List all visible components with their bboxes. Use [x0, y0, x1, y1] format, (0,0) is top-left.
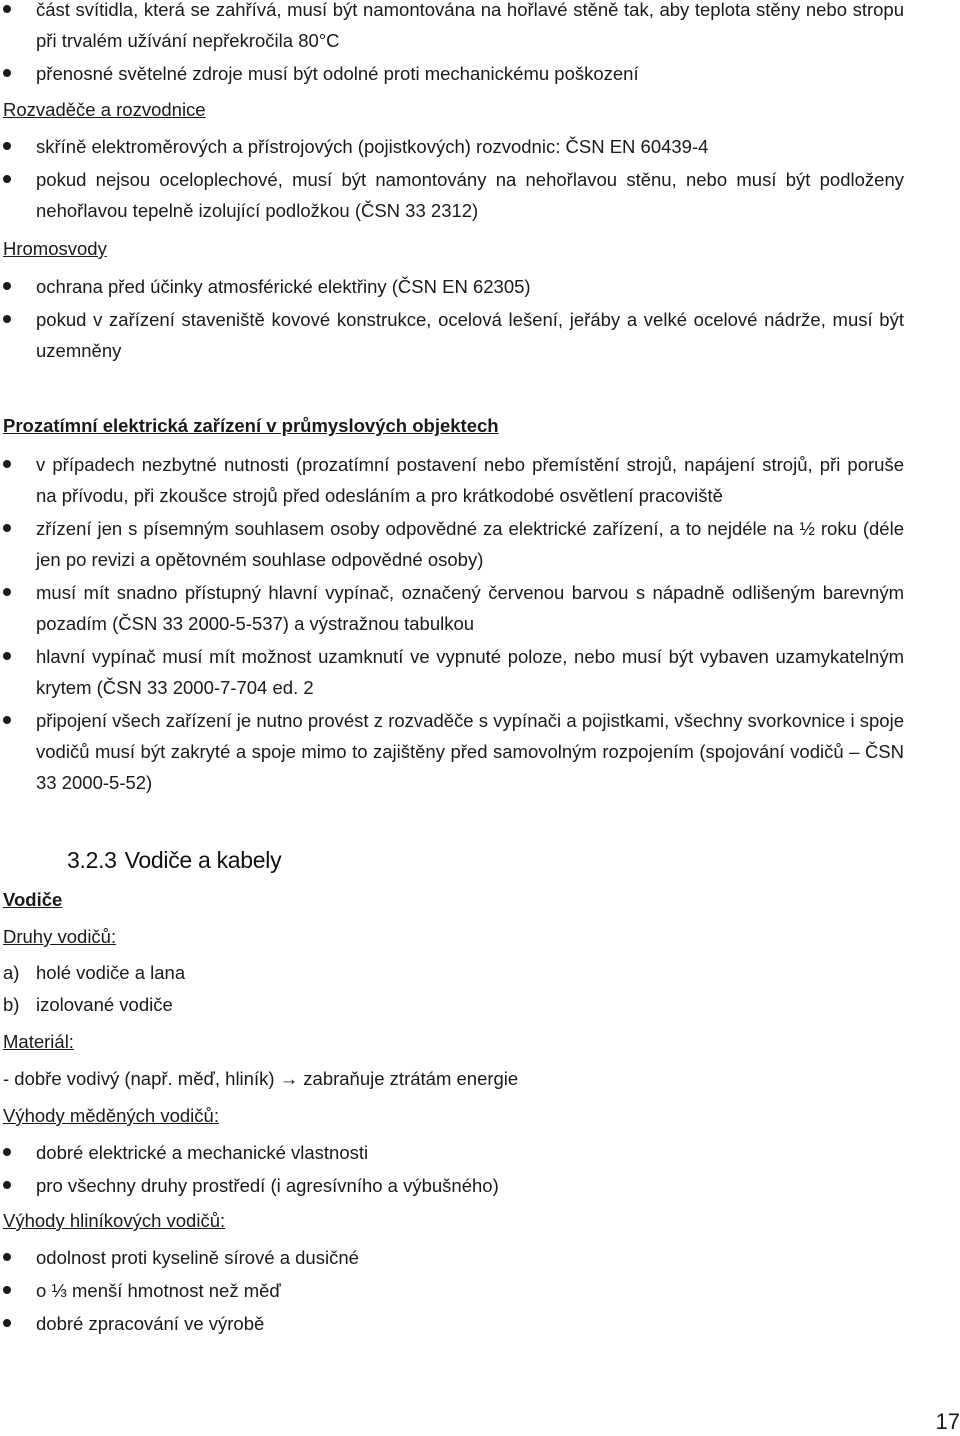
bullet-icon: [3, 5, 11, 13]
list-item: zřízení jen s písemným souhlasem osoby odpovědné za elektrické zařízení, a to nejdéle na ½ roku (déle jen po revizi a opětovném souhlase odpovědné osoby): [0, 513, 960, 575]
alpha-item-a: [0, 957, 960, 988]
section-number: 3.2.3: [67, 847, 117, 873]
bullet-icon: [3, 315, 11, 323]
bullet-icon: [3, 1286, 11, 1294]
alpha-label: a): [3, 962, 20, 983]
list-item: o ⅓ menší hmotnost než měď: [0, 1275, 960, 1306]
bullet-icon: [3, 524, 11, 532]
prozatimni-section: [0, 410, 960, 798]
page-number: 17: [935, 1409, 960, 1434]
prozatimni-heading: Prozatímní elektrická zařízení v průmyslových objektech: [3, 415, 499, 436]
material-text: - dobře vodivý (např. měď, hliník) → zabraňuje ztrátám energie: [3, 1068, 519, 1089]
med-heading: Výhody měděných vodičů:: [3, 1105, 219, 1126]
bullet-icon: [3, 588, 11, 596]
list-item: připojení všech zařízení je nutno provést z rozvaděče s vypínači a pojistkami, všechny svorkovnice i spoje vodičů musí být zakryté a spoje mimo to zajištěny před samovolným rozpojením (spojování vodičů – ČSN 33 2000-5-52): [0, 705, 960, 798]
list-item: pokud v zařízení staveniště kovové konstrukce, ocelová lešení, jeřáby a velké ocelové nádrže, musí být uzemněny: [0, 304, 960, 366]
list-item: přenosné světelné zdroje musí být odolné proti mechanickému poškození: [0, 58, 960, 89]
hlinik-heading: Výhody hliníkových vodičů:: [3, 1210, 226, 1231]
top-bullet-list: [0, 0, 960, 89]
rozvadece-section: [0, 94, 960, 226]
bullet-icon: [3, 282, 11, 290]
list-item: skříně elektroměrových a přístrojových (pojistkových) rozvodnic: ČSN EN 60439-4: [0, 131, 960, 162]
druhy-heading: Druhy vodičů:: [3, 926, 117, 947]
list-item: ochrana před účinky atmosférické elektřiny (ČSN EN 62305): [0, 271, 960, 302]
bullet-icon: [3, 460, 11, 468]
list-item: odolnost proti kyselině sírové a dusičné: [0, 1242, 960, 1273]
prozatimni-list: [0, 449, 960, 798]
med-list: [0, 1137, 960, 1201]
bullet-icon: [3, 69, 11, 77]
section-name: Vodiče a kabely: [124, 847, 282, 873]
list-item: pro všechny druhy prostředí (i agresívního a výbušného): [0, 1170, 960, 1201]
alpha-label: b): [3, 994, 20, 1015]
alpha-item-b: [0, 989, 960, 1020]
hromosvody-list: [0, 271, 960, 366]
bullet-icon: [3, 175, 11, 183]
rozvadece-list: [0, 131, 960, 226]
hlinik-list: [0, 1242, 960, 1339]
list-item: část svítidla, která se zahřívá, musí být namontována na hořlavé stěně tak, aby teplota stěny nebo stropu při trvalém užívání nepřekročila 80°C: [0, 0, 960, 56]
bullet-icon: [3, 652, 11, 660]
material-heading: Materiál:: [3, 1031, 74, 1052]
top-list-block: [0, 0, 960, 89]
rozvadece-heading: Rozvaděče a rozvodnice: [3, 99, 206, 120]
bullet-icon: [3, 1148, 11, 1156]
hromosvody-heading: Hromosvody: [3, 238, 107, 259]
list-item: musí mít snadno přístupný hlavní vypínač, označený červenou barvou s nápadně odlišeným barevným pozadím (ČSN 33 2000-5-537) a výstražnou tabulkou: [0, 577, 960, 639]
bullet-icon: [3, 716, 11, 724]
bullet-icon: [3, 1253, 11, 1261]
hromosvody-section: [0, 233, 960, 366]
list-item: hlavní vypínač musí mít možnost uzamknutí ve vypnuté poloze, nebo musí být vybaven uzamykatelným krytem (ČSN 33 2000-7-704 ed. 2: [0, 641, 960, 703]
bullet-icon: [3, 1319, 11, 1327]
list-item: pokud nejsou oceloplechové, musí být namontovány na nehořlavou stěnu, nebo musí být podloženy nehořlavou tepelně izolující podložkou (ČSN 33 2312): [0, 164, 960, 226]
alpha-text: holé vodiče a lana: [36, 962, 186, 983]
section-title: [67, 844, 281, 876]
list-item: dobré elektrické a mechanické vlastnosti: [0, 1137, 960, 1168]
list-item: v případech nezbytné nutnosti (prozatímní postavení nebo přemístění strojů, napájení strojů, při poruše na přívodu, při zkoušce strojů před odesláním a pro krátkodobé osvětlení pracoviště: [0, 449, 960, 511]
list-item: dobré zpracování ve výrobě: [0, 1308, 960, 1339]
bullet-icon: [3, 142, 11, 150]
alpha-text: izolované vodiče: [36, 994, 173, 1015]
vodice-section: [0, 884, 960, 1339]
bullet-icon: [3, 1181, 11, 1189]
vodice-heading: Vodiče: [3, 889, 63, 910]
